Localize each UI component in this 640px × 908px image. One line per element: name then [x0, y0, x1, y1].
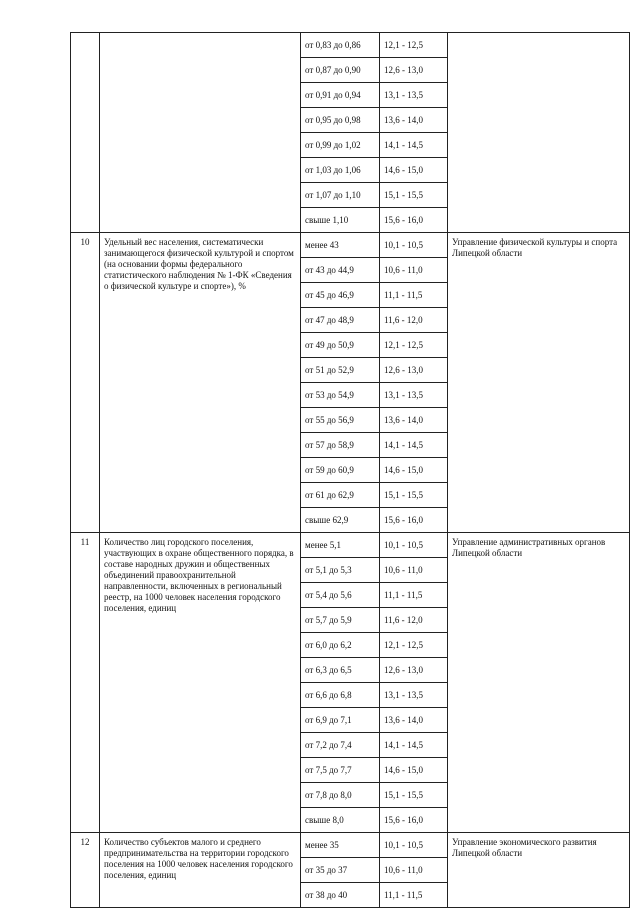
score-cell: 14,1 - 14,5: [380, 433, 448, 458]
range-cell: от 6,9 до 7,1: [301, 708, 380, 733]
range-cell: свыше 1,10: [301, 208, 380, 233]
indicator-cell: Количество лиц городского поселения, участвующих в охране общественного порядка, в составе народных дружин и общественных объединений правоохранительной направленности, включенных в региональный реестр, на 1000 человек населения городского поселения, единиц: [100, 533, 301, 833]
score-cell: 13,6 - 14,0: [380, 408, 448, 433]
score-cell: 11,1 - 11,5: [380, 583, 448, 608]
row-number-cell: 12: [71, 833, 100, 908]
range-cell: от 7,8 до 8,0: [301, 783, 380, 808]
score-cell: 15,6 - 16,0: [380, 508, 448, 533]
range-cell: от 0,95 до 0,98: [301, 108, 380, 133]
score-cell: 11,6 - 12,0: [380, 608, 448, 633]
score-cell: 12,6 - 13,0: [380, 58, 448, 83]
indicator-cell: Количество субъектов малого и среднего предпринимательства на территории городского поселения на 1000 человек населения городского поселения, единиц: [100, 833, 301, 908]
score-cell: 13,6 - 14,0: [380, 108, 448, 133]
range-cell: от 0,83 до 0,86: [301, 33, 380, 58]
score-cell: 10,1 - 10,5: [380, 833, 448, 858]
range-cell: от 53 до 54,9: [301, 383, 380, 408]
score-cell: 13,1 - 13,5: [380, 83, 448, 108]
score-cell: 10,6 - 11,0: [380, 858, 448, 883]
range-cell: менее 43: [301, 233, 380, 258]
range-cell: от 5,1 до 5,3: [301, 558, 380, 583]
range-cell: от 49 до 50,9: [301, 333, 380, 358]
score-cell: 10,6 - 11,0: [380, 258, 448, 283]
range-cell: от 7,2 до 7,4: [301, 733, 380, 758]
range-cell: от 6,3 до 6,5: [301, 658, 380, 683]
range-cell: от 55 до 56,9: [301, 408, 380, 433]
score-cell: 14,1 - 14,5: [380, 733, 448, 758]
range-cell: от 61 до 62,9: [301, 483, 380, 508]
range-cell: от 1,03 до 1,06: [301, 158, 380, 183]
score-cell: 11,6 - 12,0: [380, 308, 448, 333]
score-cell: 13,1 - 13,5: [380, 683, 448, 708]
range-cell: от 5,4 до 5,6: [301, 583, 380, 608]
range-cell: свыше 62,9: [301, 508, 380, 533]
score-cell: 10,6 - 11,0: [380, 558, 448, 583]
table-row: [71, 833, 630, 858]
criteria-table-body: [71, 33, 630, 908]
score-cell: 15,1 - 15,5: [380, 483, 448, 508]
criteria-table: [70, 32, 630, 908]
score-cell: 10,1 - 10,5: [380, 533, 448, 558]
range-cell: от 35 до 37: [301, 858, 380, 883]
range-cell: от 6,0 до 6,2: [301, 633, 380, 658]
department-cell: Управление физической культуры и спорта Липецкой области: [448, 233, 630, 533]
range-cell: от 0,91 до 0,94: [301, 83, 380, 108]
score-cell: 14,6 - 15,0: [380, 158, 448, 183]
score-cell: 14,6 - 15,0: [380, 458, 448, 483]
row-number-cell: [71, 33, 100, 233]
range-cell: свыше 8,0: [301, 808, 380, 833]
score-cell: 13,6 - 14,0: [380, 708, 448, 733]
table-row: [71, 533, 630, 558]
score-cell: 13,1 - 13,5: [380, 383, 448, 408]
score-cell: 10,1 - 10,5: [380, 233, 448, 258]
score-cell: 12,1 - 12,5: [380, 333, 448, 358]
range-cell: от 45 до 46,9: [301, 283, 380, 308]
range-cell: менее 35: [301, 833, 380, 858]
range-cell: от 51 до 52,9: [301, 358, 380, 383]
range-cell: от 57 до 58,9: [301, 433, 380, 458]
score-cell: 12,1 - 12,5: [380, 33, 448, 58]
table-row: [71, 233, 630, 258]
score-cell: 15,6 - 16,0: [380, 208, 448, 233]
score-cell: 15,1 - 15,5: [380, 183, 448, 208]
row-number-cell: 10: [71, 233, 100, 533]
score-cell: 11,1 - 11,5: [380, 883, 448, 908]
range-cell: менее 5,1: [301, 533, 380, 558]
range-cell: от 6,6 до 6,8: [301, 683, 380, 708]
row-number-cell: 11: [71, 533, 100, 833]
range-cell: от 1,07 до 1,10: [301, 183, 380, 208]
department-cell: Управление экономического развития Липецкой области: [448, 833, 630, 908]
score-cell: 12,1 - 12,5: [380, 633, 448, 658]
range-cell: от 0,87 до 0,90: [301, 58, 380, 83]
range-cell: от 7,5 до 7,7: [301, 758, 380, 783]
range-cell: от 59 до 60,9: [301, 458, 380, 483]
department-cell: Управление административных органов Липецкой области: [448, 533, 630, 833]
score-cell: 12,6 - 13,0: [380, 358, 448, 383]
score-cell: 12,6 - 13,0: [380, 658, 448, 683]
score-cell: 14,1 - 14,5: [380, 133, 448, 158]
range-cell: от 38 до 40: [301, 883, 380, 908]
score-cell: 15,6 - 16,0: [380, 808, 448, 833]
score-cell: 14,6 - 15,0: [380, 758, 448, 783]
department-cell: [448, 33, 630, 233]
range-cell: от 47 до 48,9: [301, 308, 380, 333]
indicator-cell: Удельный вес населения, систематически занимающегося физической культурой и спортом (на основании формы федерального статистического наблюдения № 1-ФК «Сведения о физической культуре и спорте»), %: [100, 233, 301, 533]
range-cell: от 0,99 до 1,02: [301, 133, 380, 158]
range-cell: от 43 до 44,9: [301, 258, 380, 283]
score-cell: 15,1 - 15,5: [380, 783, 448, 808]
range-cell: от 5,7 до 5,9: [301, 608, 380, 633]
indicator-cell: [100, 33, 301, 233]
table-row: [71, 33, 630, 58]
score-cell: 11,1 - 11,5: [380, 283, 448, 308]
